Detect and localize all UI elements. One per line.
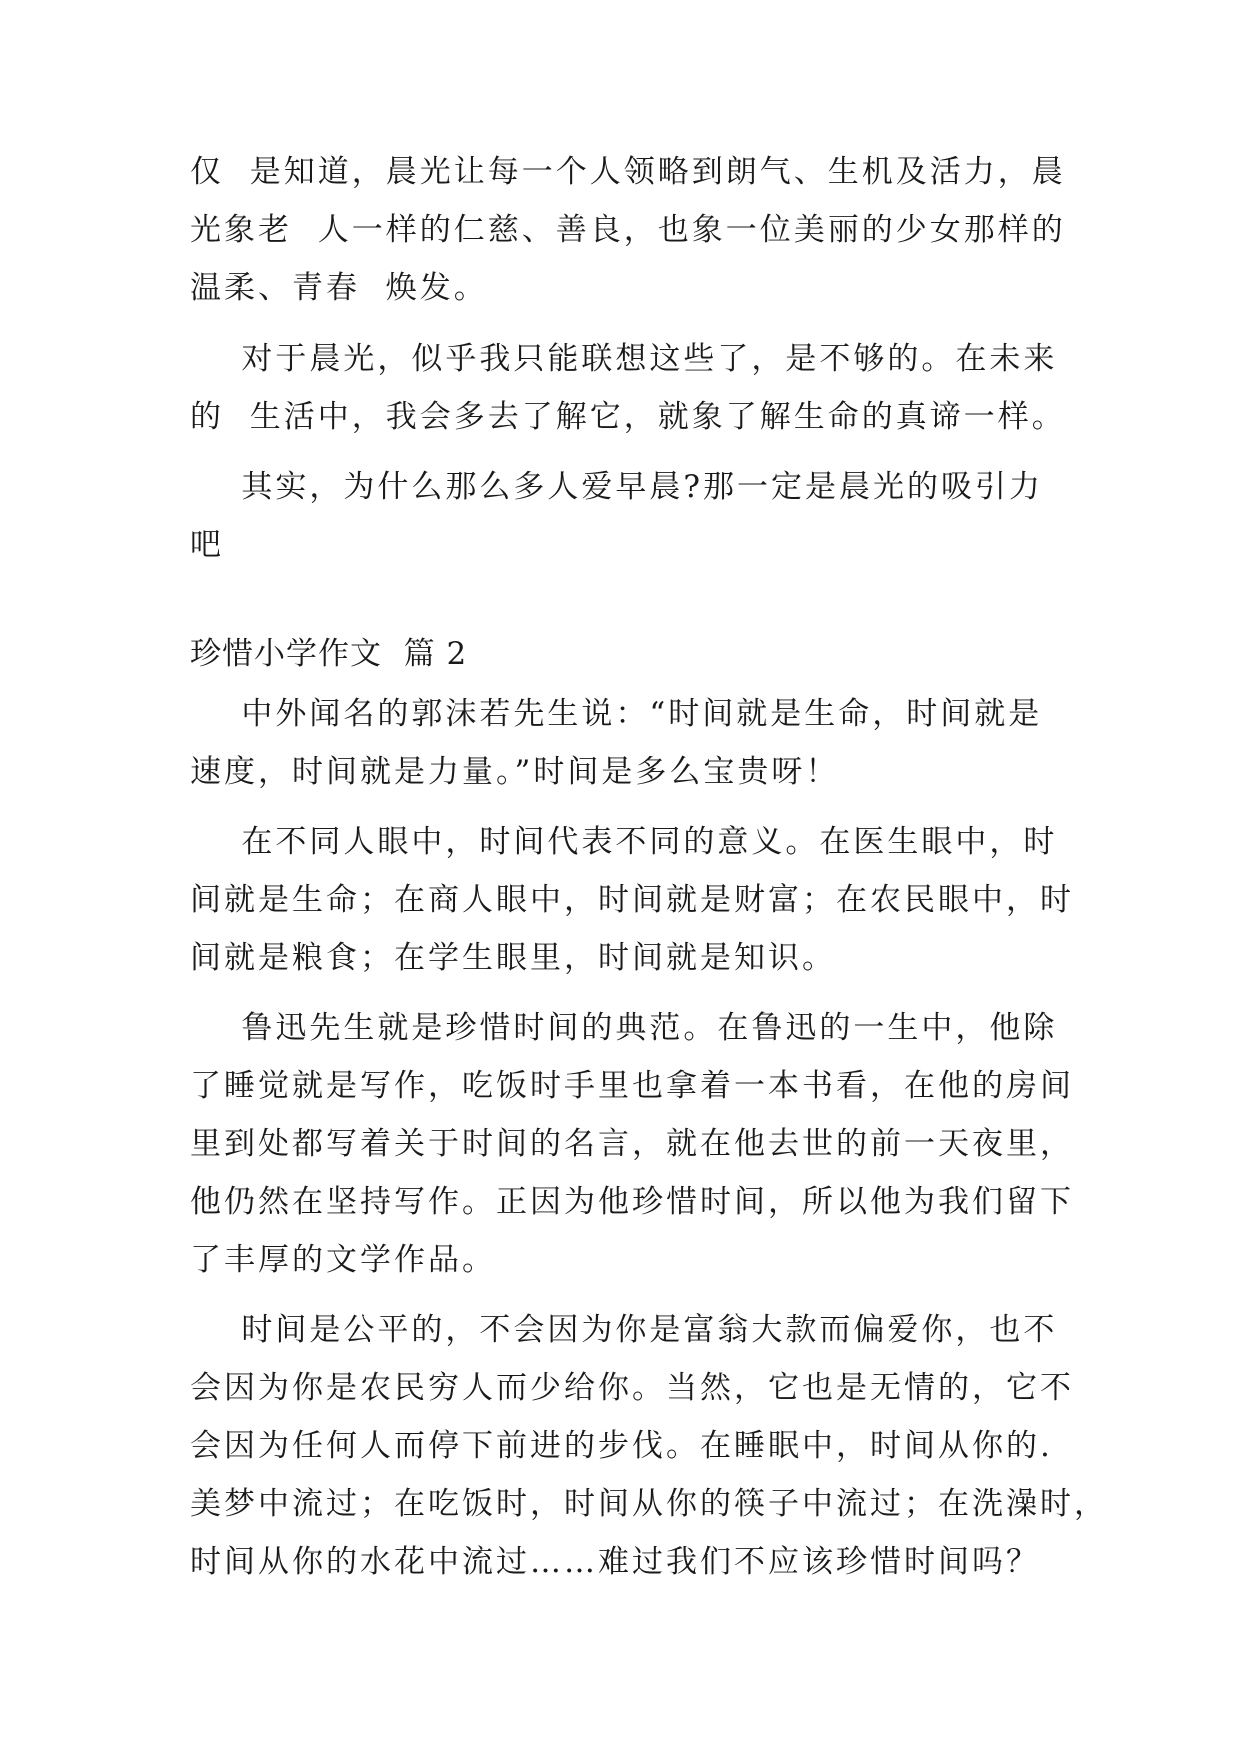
paragraph-line: 其实，为什么那么多人爱早晨?那一定是晨光的吸引力 — [190, 469, 1044, 505]
paragraph-line: 会因为任何人而停下前进的步伐。在睡眠中，时间从你的. — [190, 1428, 1053, 1464]
paragraph-line: 的 生活中，我会多去了解它，就象了解生命的真谛一样。 — [190, 399, 1066, 435]
paragraph-line: 会因为你是农民穷人而少给你。当然，它也是无情的，它不 — [190, 1370, 1074, 1406]
paragraph-line: 时间是公平的，不会因为你是富翁大款而偏爱你，也不 — [190, 1312, 1058, 1348]
paragraph-line: 对于晨光，似乎我只能联想这些了，是不够的。在未来 — [190, 341, 1058, 377]
paragraph-line: 吧 — [190, 527, 224, 563]
paragraph-line: 光象老 人一样的仁慈、善良，也象一位美丽的少女那样的 — [190, 212, 1066, 248]
paragraph-line: 间就是生命；在商人眼中，时间就是财富；在农民眼中，时 — [190, 882, 1074, 918]
paragraph-line: 他仍然在坚持写作。正因为他珍惜时间，所以他为我们留下 — [190, 1184, 1074, 1220]
paragraph-line: 时间从你的水花中流过……难过我们不应该珍惜时间吗？ — [190, 1544, 1040, 1580]
paragraph-line: 里到处都写着关于时间的名言，就在他去世的前一天夜里， — [190, 1126, 1074, 1162]
paragraph-line: 了睡觉就是写作，吃饭时手里也拿着一本书看，在他的房间 — [190, 1068, 1074, 1104]
paragraph-line: 温柔、青春 焕发。 — [190, 270, 488, 306]
paragraph-line: 在不同人眼中，时间代表不同的意义。在医生眼中，时 — [190, 824, 1058, 860]
paragraph-line: 鲁迅先生就是珍惜时间的典范。在鲁迅的一生中，他除 — [190, 1010, 1058, 1046]
paragraph-line: 仅 是知道，晨光让每一个人领略到朗气、生机及活力，晨 — [190, 154, 1066, 190]
section-heading: 珍惜小学作文 篇 2 — [190, 636, 468, 672]
paragraph-line: 了丰厚的文学作品。 — [190, 1242, 496, 1278]
paragraph-line: 间就是粮食；在学生眼里，时间就是知识。 — [190, 940, 836, 976]
paragraph-line: 美梦中流过；在吃饭时，时间从你的筷子中流过；在洗澡时， — [190, 1486, 1108, 1522]
paragraph-line: 速度，时间就是力量。”时间是多么宝贵呀！ — [190, 754, 840, 790]
paragraph-line: 中外闻名的郭沫若先生说：“时间就是生命，时间就是 — [190, 696, 1043, 732]
